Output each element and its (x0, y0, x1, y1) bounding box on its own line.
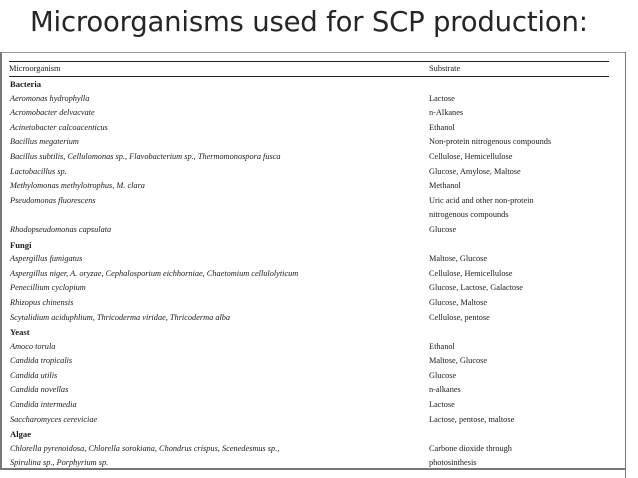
substrate-cell: Glucose (429, 370, 457, 380)
substrate-cell: Glucose (429, 224, 457, 234)
substrate-cell: n-alkanes (429, 385, 461, 395)
substrate-cell: n-Alkanes (429, 108, 464, 118)
substrate-cell: nitrogenous compounds (429, 210, 509, 220)
microorganism-cell: Chlorella pyrenoidosa, Chlorella sorokiana, Chondrus crispus, Scenedesmus sp., (10, 443, 280, 453)
table-row (9, 267, 609, 282)
substrate-cell: Maltose, Glucose (429, 254, 488, 264)
substrate-cell: Maltose, Glucose (429, 356, 488, 366)
microorganism-cell: Aeromonas hydrophylla (10, 93, 90, 103)
table-row (9, 354, 609, 369)
substrate-cell: Glucose, Maltose (429, 297, 488, 307)
substrate-cell: Cellulose, pentose (429, 312, 490, 322)
microorganism-cell: Candida tropicalis (10, 356, 73, 366)
table-row (9, 165, 609, 180)
microorganism-cell: Candida utilis (10, 370, 58, 380)
category-row (9, 325, 609, 340)
substrate-cell: Cellulose, Hemicellulose (429, 151, 513, 161)
table-body (9, 77, 609, 471)
substrate-cell: Cellulose, Hemicellulose (429, 268, 513, 278)
substrate-cell: Lactose, pentose, maltose (429, 414, 515, 424)
microorganism-cell: Candida intermedia (10, 400, 77, 410)
substrate-cell: Ethanol (429, 341, 455, 351)
table-row (9, 194, 609, 209)
table-row (9, 281, 609, 296)
table-row (9, 340, 609, 355)
category-label: Fungi (10, 239, 32, 250)
slide-title: Microorganisms used for SCP production: (30, 6, 588, 38)
table-row (9, 311, 609, 326)
header-substrate: Substrate (429, 64, 461, 73)
table-row (9, 106, 609, 121)
table-row (9, 383, 609, 398)
table-header (9, 62, 609, 76)
microorganism-cell: Pseudomonas fluorescens (10, 195, 96, 205)
table-row (9, 92, 609, 107)
microorganism-cell: Rhizopus chinensis (10, 297, 74, 307)
microorganism-cell: Penecillium cyclopium (10, 283, 86, 293)
substrate-cell: Lactose (429, 400, 455, 410)
substrate-cell: Methanol (429, 181, 461, 191)
table-row (9, 456, 609, 471)
substrate-cell: Non-protein nitrogenous compounds (429, 137, 552, 147)
table-row (9, 413, 609, 428)
microorganism-cell: Saccharomyces cereviciae (10, 414, 98, 424)
category-label: Algae (10, 429, 32, 440)
substrate-cell: Lactose (429, 93, 455, 103)
category-row (9, 427, 609, 442)
substrate-cell: Uric acid and other non-protein (429, 195, 534, 205)
microorganism-cell: Amoco torula (10, 341, 56, 351)
category-row (9, 77, 609, 92)
microorganism-cell: Candida novellas (10, 385, 69, 395)
substrate-cell: Ethanol (429, 122, 455, 132)
microorganism-cell: Scytalidium aciduphlium, Thricoderma viridae, Thricoderma alba (10, 312, 231, 322)
table-row (9, 223, 609, 238)
table-row (9, 121, 609, 136)
substrate-cell: Glucose, Lactose, Galactose (429, 283, 523, 293)
microorganism-cell: Spirulina sp., Porphyrium sp. (10, 458, 109, 468)
microorganism-cell: Aspergillus fumigatus (10, 254, 83, 264)
substrate-cell: Carbone dioxide through (429, 443, 512, 453)
substrate-cell: Glucose, Amylose, Maltose (429, 166, 521, 176)
category-label: Yeast (10, 327, 30, 338)
header-microorganism: Microorganism (9, 64, 61, 73)
table-row (9, 398, 609, 413)
microorganism-cell: Aspergillus niger, A. oryzae, Cephalosporium eichhorniae, Chaetomium cellulolyticum (10, 268, 299, 278)
table-row (9, 179, 609, 194)
category-row (9, 238, 609, 253)
microorganism-cell: Bacillus megaterium (10, 137, 79, 147)
table-row (9, 150, 609, 165)
table-row (9, 252, 609, 267)
table-row (9, 369, 609, 384)
microorganism-cell: Bacillus subtilis, Cellulomonas sp., Flavobacterium sp., Thermomonospora fusca (10, 151, 281, 161)
table-row (9, 208, 609, 223)
table-row (9, 442, 609, 457)
microorganism-cell: Rhodopseudomonas capsulata (10, 224, 112, 234)
substrate-cell: photosinthesis (429, 458, 477, 468)
microorganism-cell: Lactobacillus sp. (10, 166, 67, 176)
microorganism-cell: Methylomonas methylotrophus, M. clara (10, 181, 145, 191)
microorganism-cell: Acinetobacter calcoacenticus (10, 122, 108, 132)
table-row (9, 296, 609, 311)
microorganism-cell: Acromobacter delvacvate (10, 108, 95, 118)
table-row (9, 135, 609, 150)
category-label: Bacteria (10, 79, 42, 89)
slide-frame-right (625, 52, 638, 478)
